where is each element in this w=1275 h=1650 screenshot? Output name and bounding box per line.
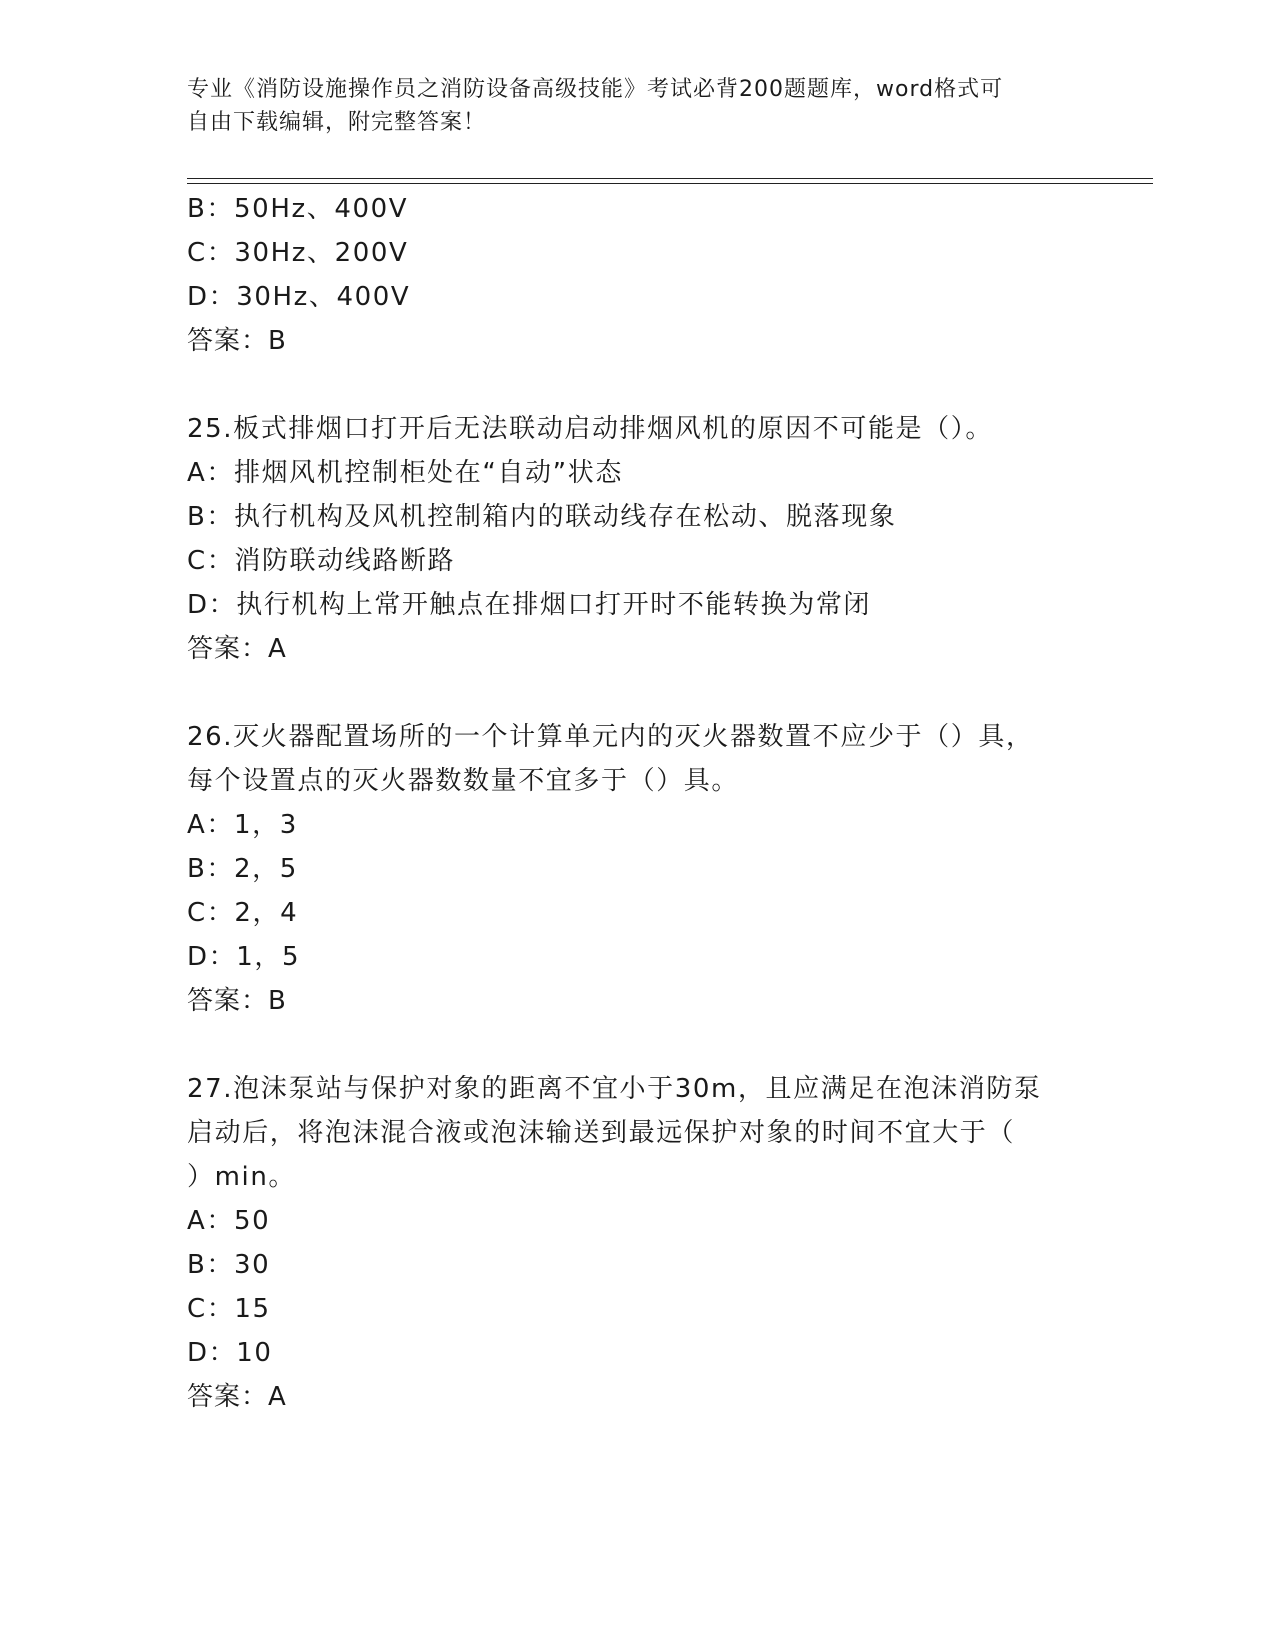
q25-answer: 答案：A (187, 634, 287, 664)
q27-option-c: C：15 (187, 1294, 271, 1324)
q24-option-d: D：30Hz、400V (187, 282, 411, 312)
q27-stem-line-2: 启动后，将泡沫混合液或泡沫输送到最远保护对象的时间不宜大于（ (187, 1118, 1016, 1148)
q24-answer: 答案：B (187, 326, 287, 356)
q26-option-d: D：1，5 (187, 942, 301, 972)
q26-option-c: C：2，4 (187, 898, 299, 928)
document-header (187, 73, 1087, 139)
q25-option-c: C：消防联动线路断路 (187, 546, 456, 576)
q25-stem: 25.板式排烟口打开后无法联动启动排烟风机的原因不可能是（）。 (187, 414, 993, 444)
q25-option-a: A：排烟风机控制柜处在“自动”状态 (187, 458, 623, 488)
q24-option-c: C：30Hz、200V (187, 238, 409, 268)
q26-option-a: A：1，3 (187, 810, 298, 840)
q25-option-d: D：执行机构上常开触点在排烟口打开时不能转换为常闭 (187, 590, 872, 620)
header-rule-top (187, 178, 1153, 179)
q27-answer: 答案：A (187, 1382, 287, 1412)
q27-option-a: A：50 (187, 1206, 271, 1236)
q24-option-b: B：50Hz、400V (187, 194, 409, 224)
q27-stem-line-1: 27.泡沫泵站与保护对象的距离不宜小于30m，且应满足在泡沫消防泵 (187, 1074, 1042, 1104)
header-line-2: 自由下载编辑，附完整答案！ (187, 110, 487, 135)
q25-option-b: B：执行机构及风机控制箱内的联动线存在松动、脱落现象 (187, 502, 897, 532)
header-rule-bottom (187, 183, 1153, 184)
q26-option-b: B：2，5 (187, 854, 298, 884)
q27-option-b: B：30 (187, 1250, 271, 1280)
q26-stem-line-1: 26.灭火器配置场所的一个计算单元内的灭火器数置不应少于（）具， (187, 722, 1034, 752)
q26-answer: 答案：B (187, 986, 287, 1016)
q26-stem-line-2: 每个设置点的灭火器数数量不宜多于（）具。 (187, 766, 740, 796)
q27-stem-line-3: ）min。 (187, 1162, 297, 1192)
q27-option-d: D：10 (187, 1338, 273, 1368)
header-line-1: 专业《消防设施操作员之消防设备高级技能》考试必背200题题库，word格式可 (187, 77, 1004, 102)
